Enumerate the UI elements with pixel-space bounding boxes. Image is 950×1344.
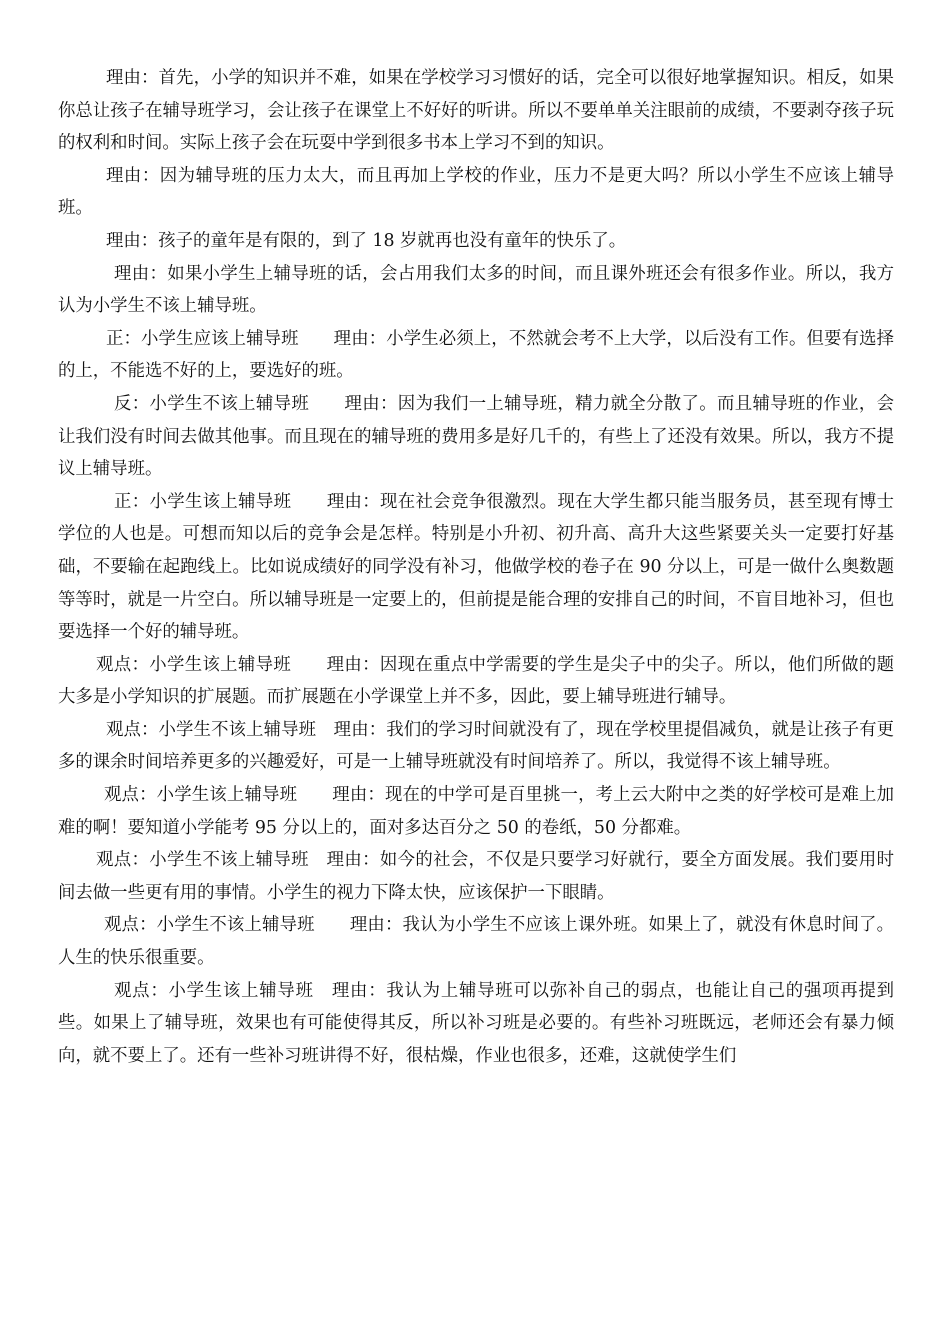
paragraph-13: 观点：小学生该上辅导班 理由：我认为上辅导班可以弥补自己的弱点，也能让自己的强项再提到些。如果上了辅导班，效果也有可能使得其反，所以补习班是必要的。有些补习班既远，老师还会有暴力倾向，就不要上了。还有一些补习班讲得不好，很枯燥，作业也很多，还难，这就使学生们 [58, 980, 894, 1066]
paragraph-9: 观点：小学生不该上辅导班 理由：我们的学习时间就没有了，现在学校里提倡减负，就是让孩子有更多的课余时间培养更多的兴趣爱好，可是一上辅导班就没有时间培养了。所以，我觉得不该上辅导班。 [58, 719, 894, 773]
paragraph-3: 理由：孩子的童年是有限的，到了 18 岁就再也没有童年的快乐了。 [106, 230, 627, 251]
paragraph-6: 反：小学生不该上辅导班 理由：因为我们一上辅导班，精力就全分散了。而且辅导班的作业，会让我们没有时间去做其他事。而且现在的辅导班的费用多是好几千的，有些上了还没有效果。所以，我方不提议上辅导班。 [58, 393, 894, 480]
paragraph-12: 观点：小学生不该上辅导班 理由：我认为小学生不应该上课外班。如果上了，就没有休息时间了。人生的快乐很重要。 [58, 915, 894, 969]
paragraph-10: 观点：小学生该上辅导班 理由：现在的中学可是百里挑一，考上云大附中之类的好学校可是难上加难的啊！要知道小学能考 95 分以上的，面对多达百分之 50 的卷纸，50 分都难。 [58, 785, 894, 838]
document-page [58, 62, 894, 1072]
paragraph-4: 理由：如果小学生上辅导班的话，会占用我们太多的时间，而且课外班还会有很多作业。所以，我方认为小学生不该上辅导班。 [58, 263, 894, 317]
paragraph-7: 正：小学生该上辅导班 理由：现在社会竞争很激烈。现在大学生都只能当服务员，甚至现有博士学位的人也是。可想而知以后的竞争会是怎样。特别是小升初、初升高、高升大这些紧要关头一定要打好基础，不要输在起跑线上。比如说成绩好的同学没有补习，他做学校的卷子在 90 分以上，可是一做什么奥数题等等时，就是一片空白。所以辅导班是一定要上的，但前提是能合理的安排自己的时间，不盲目地补习，但也要选择一个好的辅导班。 [58, 491, 894, 643]
paragraph-1: 理由：首先，小学的知识并不难，如果在学校学习习惯好的话，完全可以很好地掌握知识。相反，如果你总让孩子在辅导班学习，会让孩子在课堂上不好好的听讲。所以不要单单关注眼前的成绩，不要剥夺孩子玩的权利和时间。实际上孩子会在玩耍中学到很多书本上学习不到的知识。 [58, 68, 894, 154]
paragraph-5: 正：小学生应该上辅导班 理由：小学生必须上，不然就会考不上大学，以后没有工作。但要有选择的上，不能选不好的上，要选好的班。 [58, 328, 894, 382]
paragraph-11: 观点：小学生不该上辅导班 理由：如今的社会，不仅是只要学习好就行，要全方面发展。我们要用时间去做一些更有用的事情。小学生的视力下降太快，应该保护一下眼睛。 [58, 850, 894, 903]
paragraph-2: 理由：因为辅导班的压力太大，而且再加上学校的作业，压力不是更大吗？所以小学生不应该上辅导班。 [58, 165, 894, 219]
paragraph-8: 观点：小学生该上辅导班 理由：因现在重点中学需要的学生是尖子中的尖子。所以，他们所做的题大多是小学知识的扩展题。而扩展题在小学课堂上并不多，因此，要上辅导班进行辅导。 [58, 654, 894, 708]
